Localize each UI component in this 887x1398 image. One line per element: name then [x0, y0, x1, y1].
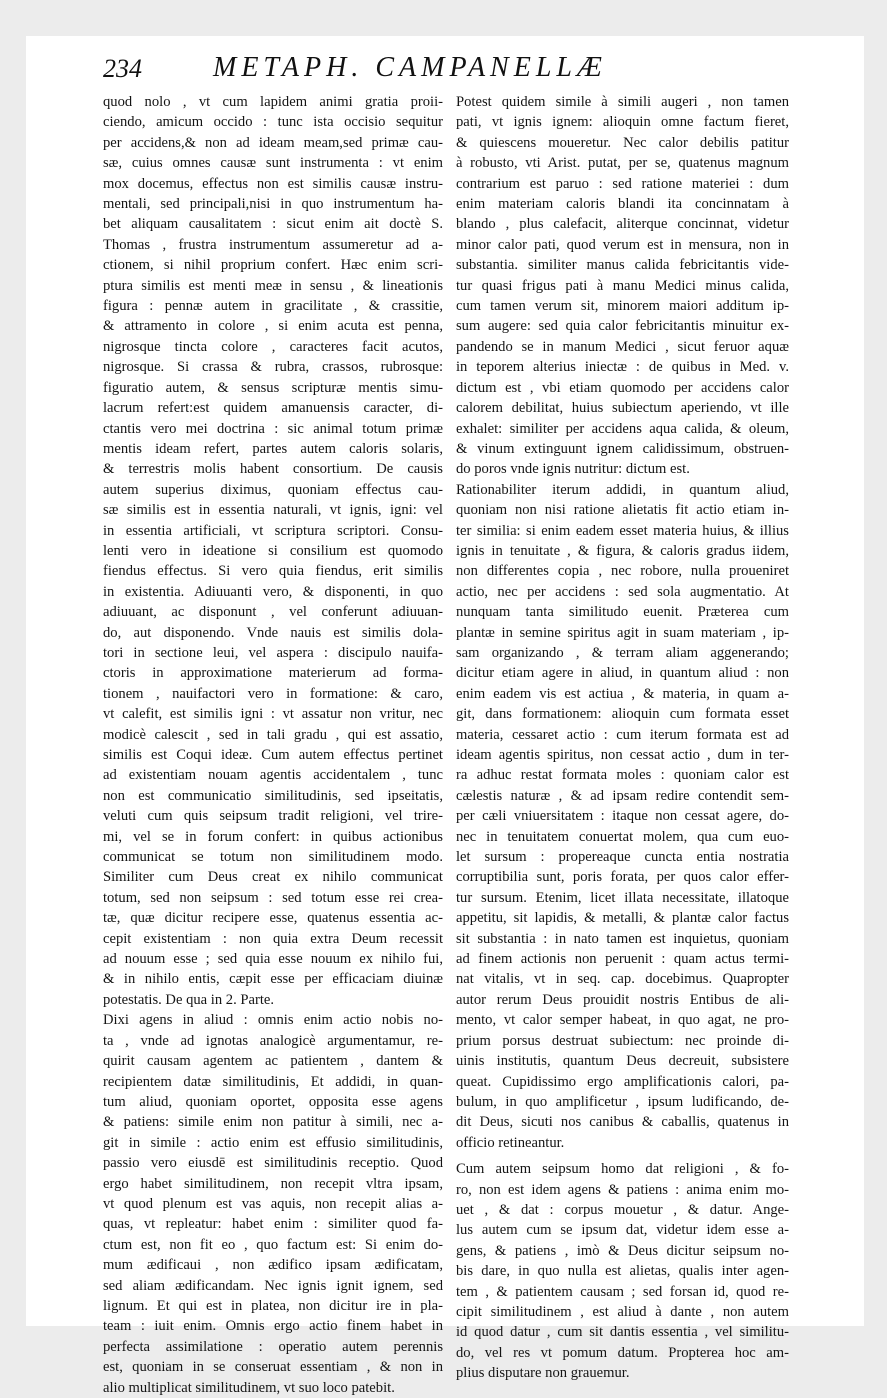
text-line: sæ, cuius omnes causæ sunt instrumenta : vt enim [103, 155, 443, 172]
text-line: contrarium est paruo : sed ratione materiei : dum [456, 175, 789, 192]
text-line: & quiescens moueretur. Nec calor debilis patitur [456, 134, 789, 151]
text-line: non differentes copia , nec robore, nulla proueniret [456, 563, 789, 580]
text-line: dictum est , vbi etiam quomodo per accidens calor [456, 379, 789, 396]
text-line: & vinum extinguunt ignem calidissimum, obstruen- [456, 440, 789, 457]
text-line: cepit existentiam : non quia extra Deum recessit [103, 930, 443, 947]
text-line: sæ similis est in essentia naturali, vt ignis, igni: vel [103, 502, 443, 519]
text-line: modicè calescit , sed in tali gradu , qui est assatio, [103, 726, 443, 743]
text-line: ciendo, amicum occido : tunc ista occisio sequitur [103, 114, 443, 131]
text-line: & patiens: simile enim non patitur à simili, nec a- [103, 1114, 443, 1131]
text-line: minor calor pati, quod verum est in mensura, non in [456, 236, 789, 253]
text-line: veluti cum quis seipsum tradit religioni, vel trire- [103, 808, 443, 825]
right-text-column [456, 92, 789, 1384]
text-line: Similiter cum Deus creat ex nihilo communicat [103, 869, 443, 886]
text-line: ta , vnde ad ignotas analogicè argumentamur, re- [103, 1032, 443, 1049]
text-line: similis est Coqui ideæ. Cum autem effectus pertinet [103, 747, 443, 763]
text-line: do, vel res vt pomum datum. Propterea hoc am- [456, 1344, 789, 1361]
text-line: ignis in tenuitate , & figura, & caloris gradus iidem, [456, 542, 789, 559]
text-line: ergo habet similitudinem, non recepit vltra ipsam, [103, 1175, 443, 1192]
text-line: ad finem actionis non peruenit : quam actus termi- [456, 951, 789, 968]
text-line: lenti vero in ideatione si consilium est quomodo [103, 542, 443, 559]
text-line: nunquam tanta similitudo euenit. Præterea cum [456, 604, 789, 621]
text-line: vt quod plenum est vas aquis, non recepit alias a- [103, 1195, 443, 1212]
text-line: tur quasi frigus pati à manu Medici minus calida, [456, 277, 789, 294]
text-line: quirit causam agentem ac patientem , dantem & [103, 1053, 443, 1070]
text-line: mentis ideam refert, partes autem caloris solaris, [103, 440, 443, 457]
text-line: do poros vnde ignis nutritur: dictum est. [456, 461, 690, 478]
text-line: ad existentiam nouam agentis accidentalem , tunc [103, 767, 443, 784]
text-line: autor rerum Deus prouidit nostris Entibus de ali- [456, 991, 789, 1008]
text-line: pati, vt ignis ignem: alioquin omne factum fieret, [456, 114, 789, 131]
text-line: queat. Cupidissimo ergo amplificationis calori, pa- [456, 1073, 789, 1090]
text-line: ptura similis est menti meæ in sensu , & lineationis [103, 277, 443, 294]
text-line: blando , plus calefacit, aliterque concinnat, videtur [456, 216, 789, 233]
text-line: prium porsus destruat subiectum: nec proinde di- [456, 1032, 789, 1049]
text-line: lacrum refert:est quidem amanuensis caracter, di- [103, 400, 443, 417]
text-line: uet , & dat : corpus mouetur , & datur. Ange- [456, 1201, 789, 1218]
text-line: materia, cessaret actio : cum iterum formata est ad [456, 726, 789, 743]
text-line: lus autem cum se ipsum dat, videtur idem esse a- [456, 1222, 789, 1239]
text-line: Potest quidem simile à simili augeri , non tamen [456, 94, 789, 110]
text-line: do, aut disponendo. Vnde nauis est similis dola- [103, 624, 443, 641]
text-line: & attramento in colore , si enim acuta est penna, [103, 318, 443, 335]
text-line: let sursum : propereaque cuncta entia nostratia [456, 849, 789, 866]
text-line: plius disputare non grauemur. [456, 1365, 630, 1382]
text-line: mento, vt calor semper habeat, in quo agat, ne pro- [456, 1012, 789, 1029]
text-line: ra adhuc restat formata moles : quoniam calor est [456, 767, 789, 784]
text-line: tem , & patientem causam ; sed forsan id, quod re- [456, 1283, 789, 1300]
text-line: sam organizando , & terram aliam aggenerando; [456, 644, 789, 661]
text-line: perfecta assimilatione : operatio autem perennis [103, 1338, 443, 1355]
text-line: pandendo se in manum Medici , sicut feruor aquæ [456, 338, 789, 355]
text-line: ideam agentis spiritus, non cessat actio , dum in ter- [456, 747, 789, 763]
text-line: tori in sectione leui, vel aspera : discipulo nauifa- [103, 644, 443, 661]
text-line: est, quoniam in se conseruat essentiam , & non in [103, 1359, 443, 1376]
text-line: ctoris in approximatione materierum ad forma- [103, 665, 443, 682]
text-line: mox docemus, effectus non est similis causæ instru- [103, 175, 443, 192]
text-line: dicitur etiam agere in aliud, in quantum aliud : non [456, 665, 789, 682]
text-line: & terrestris molis habent consortium. De causis [103, 461, 443, 478]
text-line: actio, nec per accidens : sed sola augmentatio. At [456, 583, 789, 600]
text-line: plantæ in semine spiritus agit in suam materiam , ip- [456, 624, 789, 641]
text-line: dit Deus, sicuti nos canibus & caballis, quatenus in [456, 1114, 789, 1131]
text-line: figura : pennæ autem in gracilitate , & crassitie, [103, 298, 443, 315]
text-line: recipientem datæ similitudinis, Et addidi, in quan- [103, 1073, 443, 1090]
text-line: exhalet: similiter per accidens aqua calida, & oleum, [456, 420, 789, 437]
text-line: mum ædificaui , non ædifico ipsam ædificatam, [103, 1257, 443, 1274]
text-line: mentali, sed principali,nisi in quo instrumentum ha- [103, 196, 443, 213]
text-line: autem superius diximus, quoniam effectus cau- [103, 481, 443, 498]
text-line: tionem , nauifactori vero in formatione: & caro, [103, 685, 443, 702]
left-text-column [103, 92, 443, 1398]
text-line: id quod datur , cum sit dantis essentia , vel similitu- [456, 1324, 789, 1341]
text-line: calorem debilitat, huius subiectum aperiendo, vt ille [456, 400, 789, 417]
text-line: nat vitalis, vt in seq. cap. docebimus. Quapropter [456, 971, 789, 988]
text-line: tæ, quæ dicitur recipere esse, quatenus essentia ac- [103, 910, 443, 927]
text-line: per cæli vniuersitatem : itaque non cessat agere, do- [456, 808, 789, 825]
text-line: potestatis. De qua in 2. Parte. [103, 991, 275, 1008]
text-line: enim eadem vis est actiua , & materia, in quam a- [456, 685, 789, 702]
text-line: adiuuant, ac disponunt , vel conferunt adiuuan- [103, 604, 443, 621]
text-line: sit substantia : in nato tamen est inquietus, quoniam [456, 930, 789, 947]
text-line: fiendus effectus. Si vero quia fiendus, erit similis [103, 563, 443, 580]
text-line: Cum autem seipsum homo dat religioni , & fo- [456, 1161, 789, 1178]
text-line: enim materiam caloris blandi ita concinnatam à [456, 196, 789, 213]
text-line: Dixi agens in aliud : omnis enim actio nobis no- [103, 1012, 443, 1029]
text-line: communicat se totum non similitudinem modo. [103, 849, 443, 866]
text-line: bet aliquam causalitatem : sicut enim ait doctè S. [103, 216, 443, 233]
page-header [103, 52, 783, 88]
text-line: mi, vel se in forum confert: in quibus actionibus [103, 828, 443, 845]
text-line: ctum est, non fit eo , quo factum est: Si enim do- [103, 1236, 443, 1253]
text-line: figuratio autem, & sensus scripturæ mentis simu- [103, 379, 443, 396]
text-line: vt calefit, est similis igni : vt assatur non vritur, nec [103, 706, 443, 723]
text-line: sum augere: sed quia calor febricitantis minuitur ex- [456, 318, 789, 335]
text-line: uinis institutis, quantum Deus decreuit, subsistere [456, 1053, 789, 1070]
text-line: cælestis naturæ , & ad ipsam redire contendit sem- [456, 787, 789, 804]
text-line: bis dare, in quo nulla est alietas, qualis inter agen- [456, 1263, 789, 1280]
text-line: gens, & patiens , imò & Deus dicitur seipsum no- [456, 1242, 789, 1259]
text-line: non est communicatio similitudinis, sed ipseitatis, [103, 787, 443, 804]
text-line: lignum. Et qui est in platea, non dicitur ire in pla- [103, 1297, 443, 1314]
text-line: cipit similitudinem , est aliud à dante , non autem [456, 1303, 789, 1320]
text-line: alio multiplicat similitudinem, vt suo loco patebit. [103, 1379, 395, 1396]
text-line: appetitu, sit lapidis, & metalli, & plantæ calor factus [456, 910, 789, 927]
text-line: tum aliud, quoniam oportet, opposita esse agens [103, 1093, 443, 1110]
text-line: git in simile : actio enim est effusio similitudinis, [103, 1134, 443, 1151]
text-line: in existentia. Adiuuanti vero, & disponenti, in quo [103, 583, 443, 600]
text-line: team : iuit enim. Omnis ergo actio finem habet in [103, 1318, 443, 1335]
text-line: substantia. similiter manus calida febricitantis vide- [456, 257, 789, 274]
text-line: cum tamen verum sit, minorem maiori additum ip- [456, 298, 789, 315]
text-line: quas, vt repleatur: habet enim : similiter quod fa- [103, 1216, 443, 1233]
text-line: in essentia artificiali, vt scriptura scriptori. Consu- [103, 522, 443, 539]
text-line: & in nihilo entis, cæpit esse per efficaciam diuinæ [103, 971, 443, 988]
text-line: quoniam non nisi ratione alietatis fit actio etiam in- [456, 502, 789, 519]
page-number: 234 [103, 54, 142, 83]
text-line: ad nouum esse ; sed quia esse nouum ex nihilo fui, [103, 951, 443, 968]
text-line: per accidens,& non ad ideam meam,sed primæ cau- [103, 134, 443, 151]
text-line: ro, non est idem agens & patiens : anima enim mo- [456, 1181, 789, 1198]
text-line: totum, sed non seipsum : sed totum esse rei crea- [103, 889, 443, 906]
text-line: officio retineantur. [456, 1134, 565, 1151]
text-line: ctionem, si nihil proprium confert. Hæc enim scri- [103, 257, 443, 274]
text-line: sed aliam ædificandam. Nec ignis ignit ignem, sed [103, 1277, 443, 1294]
text-line: git, dans formationem: alioquin cum formata esset [456, 706, 789, 723]
text-line: in teporem alterius iniectæ : de quibus in Med. v. [456, 359, 789, 376]
text-line: ter similia: si enim eadem esset materia huius, & illius [456, 522, 789, 539]
text-line: ctantis vero mei doctrina : sic animal totum primæ [103, 420, 443, 437]
running-head: METAPH. CAMPANELLÆ [213, 52, 607, 83]
text-line: tur sursum. Etenim, licet illata necessitate, illatoque [456, 889, 789, 906]
text-line: nec in tenuitatem conuertat molem, qua cum euo- [456, 828, 789, 845]
text-line: passio vero eiusdē est similitudinis receptio. Quod [103, 1155, 443, 1172]
text-line: quod nolo , vt cum lapidem animi gratia proii- [103, 94, 443, 110]
text-line: nigrosque. Si crassa & rubra, crassos, rubrosque: [103, 359, 443, 376]
text-line: corruptibilia sunt, poris forata, per quos calor effer- [456, 869, 789, 886]
text-line: nigrosque tincta colore , caracteres facit acutos, [103, 338, 443, 355]
text-line: Thomas , frustra instrumentum assumeretur ad a- [103, 236, 443, 253]
text-line: Rationabiliter iterum addidi, in quantum aliud, [456, 481, 789, 498]
text-line: à robusto, vti Arist. putat, per se, quatenus magnum [456, 155, 789, 172]
text-line: bulum, in quo amplificetur , ipsum ludificando, de- [456, 1093, 789, 1110]
